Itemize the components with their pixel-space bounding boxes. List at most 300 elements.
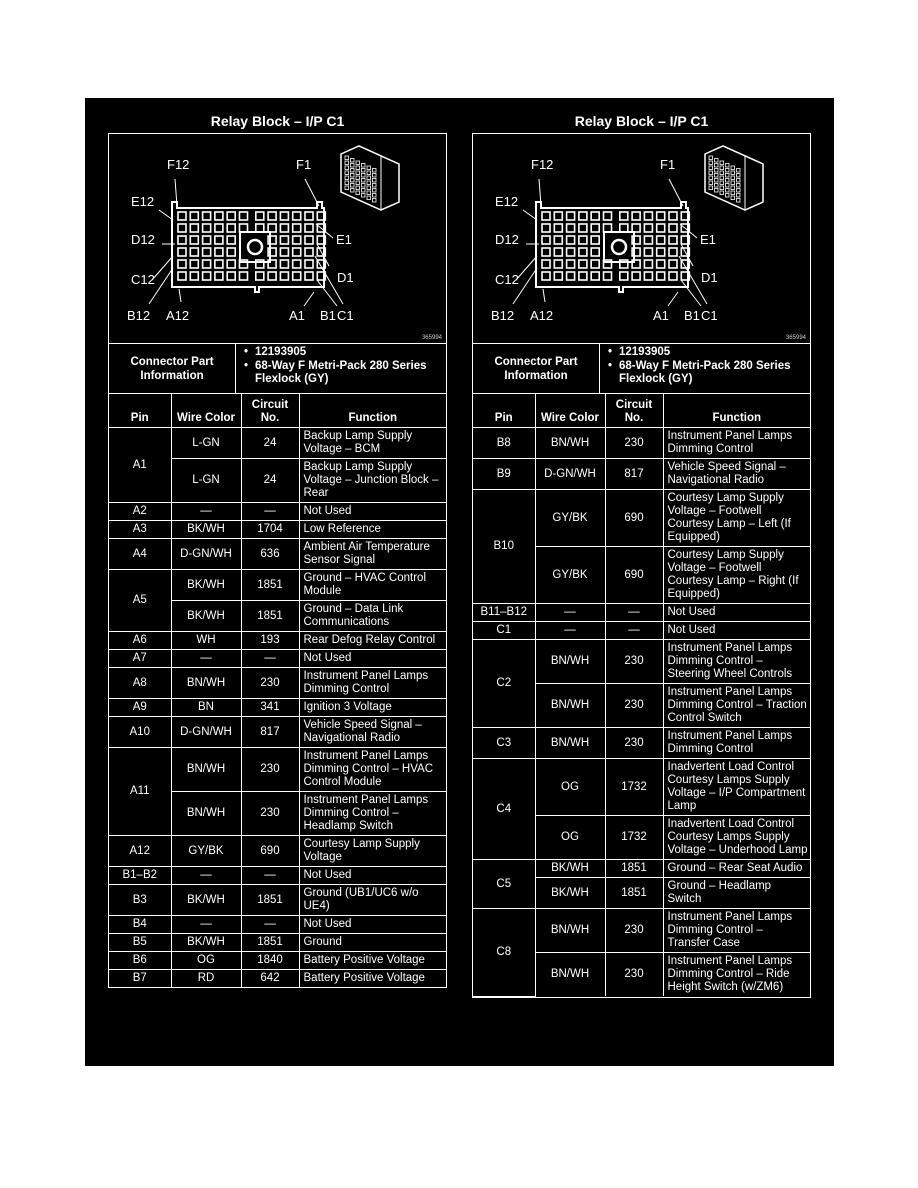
pin-cavity	[554, 212, 562, 220]
pin-cell: B10	[473, 490, 535, 604]
pin-cavity	[554, 236, 562, 244]
pin-cavity	[579, 272, 587, 280]
pin-cavity	[644, 248, 652, 256]
connector-part-info	[109, 344, 446, 394]
pin-cell: A3	[109, 521, 171, 539]
wire-color-cell: —	[171, 503, 241, 521]
figure-number: 365994	[421, 335, 442, 341]
table-row	[473, 622, 810, 640]
pin-label-b1: B1	[684, 308, 700, 323]
figure-number: 365994	[785, 335, 806, 341]
circuit-cell: 24	[241, 459, 299, 503]
pin-cavity	[227, 260, 235, 268]
pin-cavity	[227, 248, 235, 256]
circuit-cell: 690	[605, 547, 663, 604]
pin-cavity	[305, 248, 313, 256]
function-cell: Inadvertent Load Control Courtesy Lamps Supply Voltage – I/P Compartment Lamp	[663, 759, 810, 816]
leader-line	[543, 289, 545, 302]
pin-cavity	[280, 236, 288, 244]
pin-cavity	[203, 272, 211, 280]
pin-cell: A5	[109, 570, 171, 632]
table-row	[109, 970, 446, 988]
pin-cavity	[567, 212, 575, 220]
table-row	[109, 650, 446, 668]
pin-cavity	[657, 224, 665, 232]
connector-perspective-icon	[341, 146, 399, 210]
pin-cavity	[542, 272, 550, 280]
wire-color-cell: OG	[535, 816, 605, 860]
pin-cavity	[604, 212, 612, 220]
pin-cavity	[567, 236, 575, 244]
header-pin: Pin	[473, 394, 535, 428]
pin-cavity	[567, 224, 575, 232]
function-cell: Instrument Panel Lamps Dimming Control	[299, 668, 446, 699]
function-cell: Instrument Panel Lamps Dimming Control – HVAC Control Module	[299, 748, 446, 792]
leader-line	[179, 289, 181, 302]
pinout-table	[473, 394, 810, 997]
pin-cell: A4	[109, 539, 171, 570]
pin-cavity	[280, 224, 288, 232]
table-row	[109, 521, 446, 539]
connector-face-diagram	[109, 134, 446, 343]
pin-cavity	[280, 212, 288, 220]
header-function: Function	[299, 394, 446, 428]
wire-color-cell: BN/WH	[535, 909, 605, 953]
function-cell: Ground – Data Link Communications	[299, 601, 446, 632]
table-row	[109, 668, 446, 699]
pin-label-a12: A12	[530, 308, 554, 323]
leader-line	[152, 256, 173, 280]
pin-cavity	[657, 272, 665, 280]
pin-cell: A1	[109, 428, 171, 503]
pin-cavity	[579, 260, 587, 268]
latch-icon	[612, 240, 626, 254]
table-row	[473, 860, 810, 878]
pin-cavity	[579, 212, 587, 220]
circuit-cell: 642	[241, 970, 299, 988]
pin-cavity	[620, 212, 628, 220]
pin-label-f12: F12	[531, 157, 554, 172]
pin-cavity	[280, 248, 288, 256]
pin-cavity	[178, 248, 186, 256]
circuit-cell: 690	[605, 490, 663, 547]
wire-color-cell: BN/WH	[171, 668, 241, 699]
function-cell: Not Used	[663, 622, 810, 640]
pin-cavity	[280, 272, 288, 280]
circuit-cell: —	[241, 867, 299, 885]
function-cell: Instrument Panel Lamps Dimming Control – Traction Control Switch	[663, 684, 810, 728]
pin-cavity	[669, 248, 677, 256]
pin-label-c1: C1	[701, 308, 718, 323]
circuit-cell: 1851	[241, 570, 299, 601]
circuit-cell: 230	[241, 792, 299, 836]
leader-line	[159, 210, 173, 220]
wire-color-cell: BK/WH	[171, 885, 241, 916]
pin-cavity	[178, 224, 186, 232]
pin-label-f1: F1	[660, 157, 676, 172]
pin-cavity	[256, 224, 264, 232]
pin-cavity	[268, 212, 276, 220]
leader-line	[669, 179, 683, 206]
wire-color-cell: BN/WH	[535, 640, 605, 684]
pin-cavity	[591, 260, 599, 268]
pin-cavity	[203, 236, 211, 244]
pin-cavity	[604, 272, 612, 280]
pin-cell: C3	[473, 728, 535, 759]
pin-cavity	[215, 236, 223, 244]
pin-cavity	[567, 260, 575, 268]
left-pinout-panel	[108, 98, 447, 988]
circuit-cell: 817	[605, 459, 663, 490]
pin-cavity	[215, 224, 223, 232]
pin-cavity	[591, 248, 599, 256]
function-cell: Not Used	[663, 604, 810, 622]
function-cell: Battery Positive Voltage	[299, 952, 446, 970]
function-cell: Instrument Panel Lamps Dimming Control – Ride Height Switch (w/ZM6)	[663, 953, 810, 997]
table-row	[109, 836, 446, 867]
table-row	[109, 503, 446, 521]
pin-cavity	[305, 224, 313, 232]
pin-cavity	[591, 236, 599, 244]
pin-cell: B3	[109, 885, 171, 916]
wire-color-cell: GY/BK	[535, 490, 605, 547]
pin-label-f12: F12	[167, 157, 190, 172]
wire-color-cell: OG	[171, 952, 241, 970]
pin-label-a1: A1	[289, 308, 305, 323]
table-row	[109, 885, 446, 916]
wire-color-cell: BN/WH	[171, 748, 241, 792]
pin-label-e1: E1	[700, 232, 716, 247]
wire-color-cell: —	[171, 867, 241, 885]
wire-color-cell: BK/WH	[535, 878, 605, 909]
wire-color-cell: RD	[171, 970, 241, 988]
leader-line	[516, 256, 537, 280]
function-cell: Not Used	[299, 503, 446, 521]
pin-cavity	[215, 272, 223, 280]
wire-color-cell: BK/WH	[171, 521, 241, 539]
pin-cavity	[542, 248, 550, 256]
header-function: Function	[663, 394, 810, 428]
circuit-cell: —	[241, 916, 299, 934]
circuit-cell: 230	[605, 684, 663, 728]
function-cell: Instrument Panel Lamps Dimming Control – Headlamp Switch	[299, 792, 446, 836]
function-cell: Courtesy Lamp Supply Voltage – Footwell Courtesy Lamp – Left (If Equipped)	[663, 490, 810, 547]
pin-cavity	[632, 224, 640, 232]
function-cell: Not Used	[299, 650, 446, 668]
pin-cavity	[190, 224, 198, 232]
pin-label-c12: C12	[131, 272, 155, 287]
circuit-cell: 24	[241, 428, 299, 459]
pin-cavity	[203, 212, 211, 220]
function-cell: Battery Positive Voltage	[299, 970, 446, 988]
pin-label-e1: E1	[336, 232, 352, 247]
pin-cavity	[579, 224, 587, 232]
wire-color-cell: D-GN/WH	[171, 717, 241, 748]
pin-label-a1: A1	[653, 308, 669, 323]
pin-cell: C5	[473, 860, 535, 909]
connector-info-item: • 68-Way F Metri-Pack 280 Series Flexlock (GY)	[608, 360, 810, 387]
pin-cavity	[579, 236, 587, 244]
pin-cavity	[305, 260, 313, 268]
function-cell: Instrument Panel Lamps Dimming Control	[663, 728, 810, 759]
function-cell: Instrument Panel Lamps Dimming Control – Steering Wheel Controls	[663, 640, 810, 684]
header-circuit-no: Circuit No.	[605, 394, 663, 428]
wire-color-cell: BK/WH	[171, 934, 241, 952]
table-row	[109, 699, 446, 717]
pin-cell: C2	[473, 640, 535, 728]
pin-cavity	[554, 260, 562, 268]
pinout-table-box	[108, 133, 447, 988]
circuit-cell: 230	[605, 640, 663, 684]
leader-line	[668, 292, 678, 306]
function-cell: Not Used	[299, 867, 446, 885]
pin-cell: B9	[473, 459, 535, 490]
pin-cavity	[240, 224, 248, 232]
pin-cavity	[190, 272, 198, 280]
pin-cavity	[215, 248, 223, 256]
table-row	[109, 748, 446, 792]
pin-label-c12: C12	[495, 272, 519, 287]
wire-color-cell: L-GN	[171, 459, 241, 503]
connector-info-item: • 12193905	[244, 346, 446, 360]
table-row	[473, 459, 810, 490]
table-row	[109, 934, 446, 952]
pin-cavity	[579, 248, 587, 256]
table-row	[109, 867, 446, 885]
function-cell: Ground – Rear Seat Audio	[663, 860, 810, 878]
function-cell: Ground – HVAC Control Module	[299, 570, 446, 601]
leader-line	[304, 292, 314, 306]
connector-part-info	[473, 344, 810, 394]
circuit-cell: 230	[241, 748, 299, 792]
pin-cavity	[178, 272, 186, 280]
circuit-cell: 341	[241, 699, 299, 717]
circuit-cell: 1732	[605, 816, 663, 860]
pin-cell: A8	[109, 668, 171, 699]
connector-info-item: • 68-Way F Metri-Pack 280 Series Flexlock (GY)	[244, 360, 446, 387]
pin-cavity	[268, 272, 276, 280]
circuit-cell: 230	[605, 728, 663, 759]
right-pinout-panel	[472, 98, 811, 998]
table-row	[473, 640, 810, 684]
pin-cavity	[305, 212, 313, 220]
pin-cavity	[178, 212, 186, 220]
wire-color-cell: GY/BK	[171, 836, 241, 867]
wire-color-cell: D-GN/WH	[171, 539, 241, 570]
pin-cell: A12	[109, 836, 171, 867]
pin-cavity	[657, 260, 665, 268]
wire-color-cell: —	[171, 650, 241, 668]
pin-cavity	[567, 272, 575, 280]
leader-line	[523, 210, 537, 220]
pin-cavity	[215, 212, 223, 220]
connector-diagram	[473, 134, 810, 344]
table-row	[109, 717, 446, 748]
pin-cell: B7	[109, 970, 171, 988]
header-circuit-no: Circuit No.	[241, 394, 299, 428]
pin-cavity	[644, 260, 652, 268]
pin-cavity	[203, 260, 211, 268]
pin-label-f1: F1	[296, 157, 312, 172]
pin-cell: B1–B2	[109, 867, 171, 885]
pin-cavity	[215, 260, 223, 268]
connector-info-item: • 12193905	[608, 346, 810, 360]
connector-diagram	[109, 134, 446, 344]
circuit-cell: 817	[241, 717, 299, 748]
table-header-row	[473, 394, 810, 428]
pin-cavity	[669, 272, 677, 280]
header-wire-color: Wire Color	[535, 394, 605, 428]
pin-cavity	[178, 260, 186, 268]
pin-cell: A11	[109, 748, 171, 836]
pin-cavity	[190, 248, 198, 256]
wire-color-cell: D-GN/WH	[535, 459, 605, 490]
pin-cavity	[268, 224, 276, 232]
pin-cavity	[644, 272, 652, 280]
pin-cavity	[305, 236, 313, 244]
pin-cavity	[293, 272, 301, 280]
function-cell: Not Used	[299, 916, 446, 934]
circuit-cell: 1851	[241, 934, 299, 952]
pin-cavity	[591, 212, 599, 220]
circuit-cell: 636	[241, 539, 299, 570]
pin-cavity	[256, 272, 264, 280]
circuit-cell: 1851	[241, 885, 299, 916]
wire-color-cell: BN/WH	[535, 428, 605, 459]
table-row	[109, 916, 446, 934]
pin-label-b1: B1	[320, 308, 336, 323]
circuit-cell: 1851	[605, 878, 663, 909]
function-cell: Backup Lamp Supply Voltage – BCM	[299, 428, 446, 459]
wire-color-cell: GY/BK	[535, 547, 605, 604]
pin-label-d1: D1	[337, 270, 354, 285]
pin-cell: A10	[109, 717, 171, 748]
pin-cavity	[657, 248, 665, 256]
circuit-cell: 1851	[241, 601, 299, 632]
pin-cavity	[280, 260, 288, 268]
wire-color-cell: BN/WH	[171, 792, 241, 836]
pin-cavity	[190, 260, 198, 268]
function-cell: Ground	[299, 934, 446, 952]
circuit-cell: 1704	[241, 521, 299, 539]
pin-cavity	[604, 224, 612, 232]
table-header-row	[109, 394, 446, 428]
pin-cavity	[591, 272, 599, 280]
pin-cavity	[591, 224, 599, 232]
pin-cavity	[190, 236, 198, 244]
function-cell: Ambient Air Temperature Sensor Signal	[299, 539, 446, 570]
wire-color-cell: OG	[535, 759, 605, 816]
latch-icon	[248, 240, 262, 254]
function-cell: Ground – Headlamp Switch	[663, 878, 810, 909]
table-row	[473, 490, 810, 547]
pin-cavity	[669, 212, 677, 220]
pin-cavity	[542, 236, 550, 244]
circuit-cell: 230	[605, 909, 663, 953]
pin-label-e12: E12	[131, 194, 155, 209]
pinout-table-box	[472, 133, 811, 998]
wire-color-cell: BN/WH	[535, 953, 605, 997]
wire-color-cell: —	[535, 604, 605, 622]
pin-cell: A9	[109, 699, 171, 717]
table-row	[473, 909, 810, 953]
header-pin: Pin	[109, 394, 171, 428]
pin-cell: B6	[109, 952, 171, 970]
pin-cavity	[227, 272, 235, 280]
pin-cavity	[632, 212, 640, 220]
wire-color-cell: —	[535, 622, 605, 640]
pin-label-d12: D12	[495, 232, 519, 247]
connector-info-label: Connector Part Information	[109, 344, 236, 393]
table-row	[109, 539, 446, 570]
circuit-cell: —	[605, 622, 663, 640]
pin-cavity	[620, 272, 628, 280]
circuit-cell: 230	[241, 668, 299, 699]
pin-cavity	[669, 260, 677, 268]
pin-cavity	[669, 224, 677, 232]
function-cell: Ignition 3 Voltage	[299, 699, 446, 717]
pin-cavity	[227, 236, 235, 244]
pin-cavity	[293, 248, 301, 256]
pinout-table	[109, 394, 446, 987]
pin-cavity	[190, 212, 198, 220]
pin-cell: B11–B12	[473, 604, 535, 622]
pin-cell: B8	[473, 428, 535, 459]
function-cell: Vehicle Speed Signal – Navigational Radio	[299, 717, 446, 748]
pin-cavity	[240, 272, 248, 280]
pin-cavity	[644, 236, 652, 244]
leader-line	[317, 280, 337, 306]
wire-color-cell: BN/WH	[535, 728, 605, 759]
circuit-cell: 193	[241, 632, 299, 650]
table-row	[473, 428, 810, 459]
table-row	[109, 632, 446, 650]
panel-title: Relay Block – I/P C1	[210, 113, 345, 129]
pin-cavity	[669, 236, 677, 244]
circuit-cell: 1840	[241, 952, 299, 970]
latch-housing	[604, 232, 634, 262]
table-row	[473, 728, 810, 759]
pin-cavity	[632, 272, 640, 280]
leader-line	[681, 280, 701, 306]
function-cell: Instrument Panel Lamps Dimming Control	[663, 428, 810, 459]
function-cell: Courtesy Lamp Supply Voltage	[299, 836, 446, 867]
table-row	[109, 570, 446, 601]
wire-color-cell: BK/WH	[535, 860, 605, 878]
function-cell: Rear Defog Relay Control	[299, 632, 446, 650]
circuit-cell: 1732	[605, 759, 663, 816]
pin-cavity	[305, 272, 313, 280]
function-cell: Backup Lamp Supply Voltage – Junction Block – Rear	[299, 459, 446, 503]
wire-color-cell: BN	[171, 699, 241, 717]
pin-cavity	[203, 248, 211, 256]
circuit-cell: 230	[605, 953, 663, 997]
pin-cell: A6	[109, 632, 171, 650]
pin-cavity	[554, 272, 562, 280]
function-cell: Low Reference	[299, 521, 446, 539]
table-row	[473, 604, 810, 622]
pin-cavity	[240, 212, 248, 220]
circuit-cell: —	[605, 604, 663, 622]
pin-cavity	[542, 260, 550, 268]
pin-label-d1: D1	[701, 270, 718, 285]
pin-cavity	[644, 224, 652, 232]
circuit-cell: 1851	[605, 860, 663, 878]
header-wire-color: Wire Color	[171, 394, 241, 428]
pin-cavity	[554, 224, 562, 232]
pin-cavity	[554, 248, 562, 256]
leader-line	[305, 179, 319, 206]
